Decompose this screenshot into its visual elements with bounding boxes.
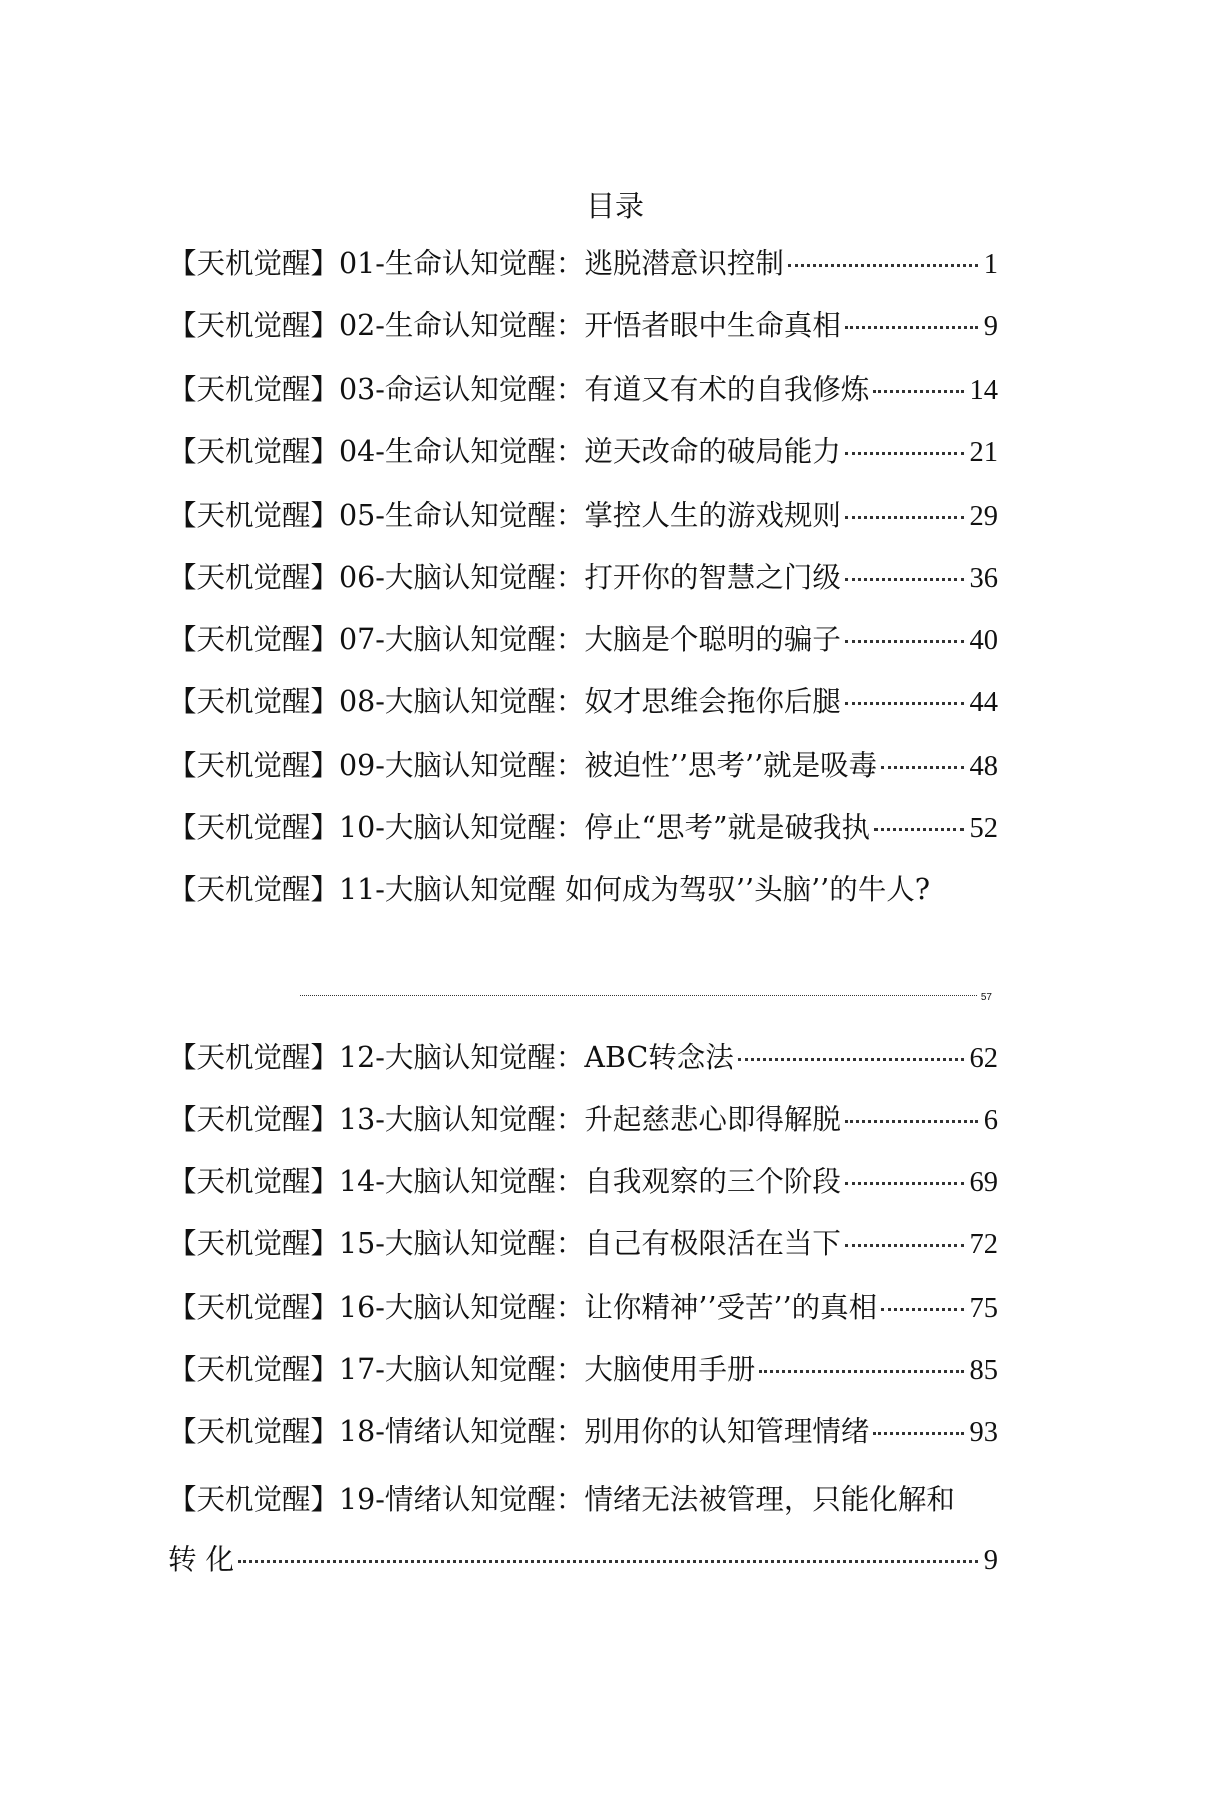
- dot-leader: [873, 390, 963, 393]
- toc-page-number: 75: [969, 1293, 998, 1324]
- toc-entry[interactable]: [168, 1350, 998, 1390]
- toc-page-number: 21: [969, 437, 998, 468]
- dot-leader: [873, 1432, 963, 1435]
- toc-entry-title: 【天机觉醒】12-大脑认知觉醒：ABC转念法: [168, 1041, 734, 1074]
- toc-page-number: 40: [969, 625, 998, 656]
- toc-entry-leader-row: [300, 992, 992, 1008]
- toc-entry-title: 【天机觉醒】10-大脑认知觉醒：停止“思考”就是破我执: [168, 811, 871, 844]
- dot-leader: [881, 1308, 963, 1311]
- toc-entry-title[interactable]: 【天机觉醒】11-大脑认知觉醒 如何成为驾驭’’头脑’’的牛人?: [168, 873, 930, 906]
- toc-page-number: 14: [969, 375, 998, 406]
- toc-entry-title: 【天机觉醒】08-大脑认知觉醒：奴才思维会拖你后腿: [168, 685, 841, 718]
- toc-entry-title: 【天机觉醒】01-生命认知觉醒：逃脱潜意识控制: [168, 247, 784, 280]
- toc-entry[interactable]: [168, 432, 998, 472]
- dot-leader: [845, 452, 964, 455]
- toc-page-number: 69: [969, 1167, 998, 1198]
- toc-entry[interactable]: [168, 808, 998, 848]
- toc-entry-title[interactable]: 【天机觉醒】19-情绪认知觉醒：情绪无法被管理，只能化解和: [168, 1483, 955, 1516]
- toc-entry[interactable]: [168, 1100, 998, 1140]
- toc-entry[interactable]: [168, 746, 998, 786]
- toc-page-number: 48: [969, 751, 998, 782]
- dot-leader: [845, 1244, 964, 1247]
- toc-entry[interactable]: [168, 1162, 998, 1202]
- toc-page-number: 93: [969, 1417, 998, 1448]
- toc-page-number: 44: [969, 687, 998, 718]
- dot-leader: [738, 1058, 964, 1061]
- toc-entry[interactable]: [168, 244, 998, 284]
- toc-page-number: 29: [969, 501, 998, 532]
- toc-page-number: 6: [983, 1105, 998, 1136]
- toc-entry-title: 【天机觉醒】15-大脑认知觉醒：自己有极限活在当下: [168, 1227, 841, 1260]
- toc-entry-title: 【天机觉醒】04-生命认知觉醒：逆天改命的破局能力: [168, 435, 841, 468]
- dot-leader: [845, 326, 978, 329]
- toc-entry-title: 【天机觉醒】16-大脑认知觉醒：让你精神’’受苦’’的真相: [168, 1291, 878, 1324]
- dot-leader: [759, 1370, 963, 1373]
- page-title: 目录: [585, 189, 644, 223]
- toc-entry[interactable]: [168, 370, 998, 410]
- dot-leader: [238, 1560, 978, 1563]
- dot-leader: [845, 640, 964, 643]
- toc-entry-title: 【天机觉醒】07-大脑认知觉醒：大脑是个聪明的骗子: [168, 623, 841, 656]
- toc-entry-title: 【天机觉醒】18-情绪认知觉醒：别用你的认知管理情绪: [168, 1415, 870, 1448]
- toc-entry-continuation[interactable]: [168, 1540, 998, 1580]
- toc-entry[interactable]: [168, 1288, 998, 1328]
- dot-leader: [874, 828, 963, 831]
- toc-page-number: 52: [969, 813, 998, 844]
- toc-page-number: 9: [983, 1545, 998, 1576]
- toc-entry[interactable]: [168, 306, 998, 346]
- dot-leader: [845, 702, 964, 705]
- toc-entry-title: 【天机觉醒】14-大脑认知觉醒：自我观察的三个阶段: [168, 1165, 841, 1198]
- dot-leader: [788, 264, 978, 267]
- dot-leader: [845, 1120, 978, 1123]
- dot-leader: [881, 766, 963, 769]
- toc-page-number: 85: [969, 1355, 998, 1386]
- toc-entry-title-continued: 转 化: [168, 1543, 235, 1576]
- toc-entry[interactable]: [168, 682, 998, 722]
- toc-entry[interactable]: [168, 558, 998, 598]
- toc-entry-title: 【天机觉醒】06-大脑认知觉醒：打开你的智慧之门级: [168, 561, 841, 594]
- toc-entry[interactable]: [168, 1412, 998, 1452]
- toc-entry-title: 【天机觉醒】02-生命认知觉醒：开悟者眼中生命真相: [168, 309, 841, 342]
- toc-entry-title: 【天机觉醒】03-命运认知觉醒：有道又有术的自我修炼: [168, 373, 870, 406]
- toc-page-number: 1: [983, 249, 998, 280]
- dot-leader: [845, 516, 964, 519]
- dot-leader: [300, 995, 977, 996]
- toc-page-number: 9: [983, 311, 998, 342]
- toc-entry[interactable]: [168, 1038, 998, 1078]
- dot-leader: [845, 578, 964, 581]
- toc-page-number: 36: [969, 563, 998, 594]
- dot-leader: [845, 1182, 964, 1185]
- toc-entry[interactable]: [168, 1224, 998, 1264]
- toc-entry[interactable]: [168, 496, 998, 536]
- toc-entry-title: 【天机觉醒】05-生命认知觉醒：掌控人生的游戏规则: [168, 499, 841, 532]
- toc-page-number: 62: [969, 1043, 998, 1074]
- toc-entry-title: 【天机觉醒】17-大脑认知觉醒：大脑使用手册: [168, 1353, 756, 1386]
- toc-page-number: 72: [969, 1229, 998, 1260]
- toc-entry-title: 【天机觉醒】13-大脑认知觉醒：升起慈悲心即得解脱: [168, 1103, 841, 1136]
- toc-entry-title: 【天机觉醒】09-大脑认知觉醒：被迫性’’思考’’就是吸毒: [168, 749, 878, 782]
- toc-page-number: 57: [980, 992, 992, 1003]
- toc-entry[interactable]: [168, 620, 998, 660]
